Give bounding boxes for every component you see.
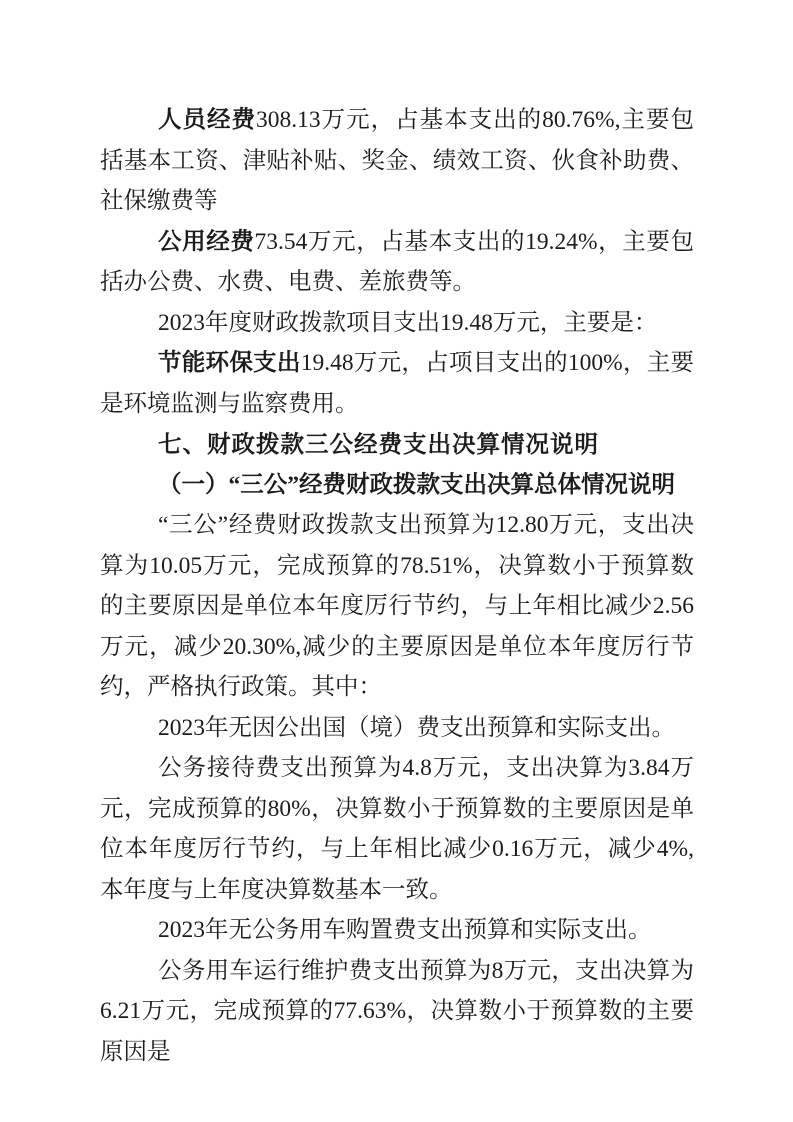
text-run: “三公”经费财政拨款支出预算为12.80万元，支出决算为10.05万元，完成预算的78.51%，决算数小于预算数的主要原因是单位本年度厉行节约，与上年相比减少2.56万元，减少20.30%,减少的主要原因是单位本年度厉行节约，严格执行政策。其中：: [100, 512, 694, 700]
paragraph: [100, 505, 694, 708]
text-run: 七、财政拨款三公经费支出决算情况说明: [158, 431, 599, 457]
paragraph: [100, 222, 694, 303]
text-run: 2023年无因公出国（境）费支出预算和实际支出。: [158, 714, 675, 741]
text-run: 节能环保支出: [158, 350, 301, 376]
text-run: 公务用车运行维护费支出预算为8万元，支出决算为6.21万元，完成预算的77.63%，决算数小于预算数的主要原因是: [100, 957, 694, 1065]
paragraph: [100, 910, 694, 951]
heading2: [100, 465, 694, 506]
document-body: [100, 100, 694, 1072]
paragraph: [100, 100, 694, 222]
paragraph: [100, 343, 694, 424]
heading1: [100, 424, 694, 465]
text-run: 2023年度财政拨款项目支出19.48万元，主要是：: [158, 309, 658, 336]
paragraph: [100, 951, 694, 1073]
paragraph: [100, 708, 694, 749]
text-run: 73.54万元，占基本支出的19.24%，主要包括办公费、水费、电费、差旅费等。: [100, 228, 694, 295]
text-run: 公用经费: [158, 228, 255, 255]
paragraph: [100, 303, 694, 344]
text-run: 19.48万元，占项目支出的100%，主要是环境监测与监察费用。: [100, 350, 695, 417]
text-run: 308.13万元，占基本支出的80.76%,主要包括基本工资、津贴补贴、奖金、绩效工资、伙食补助费、社保缴费等: [100, 107, 695, 214]
text-run: （一）“三公”经费财政拨款支出决算总体情况说明: [158, 471, 675, 498]
text-run: 2023年无公务用车购置费支出预算和实际支出。: [158, 917, 652, 943]
text-run: 人员经费: [158, 107, 257, 133]
paragraph: [100, 748, 694, 910]
text-run: 公务接待费支出预算为4.8万元，支出决算为3.84万元，完成预算的80%，决算数小于预算数的主要原因是单位本年度厉行节约，与上年相比减少0.16万元，减少4%,本年度与上年度决算数基本一致。: [100, 755, 694, 903]
